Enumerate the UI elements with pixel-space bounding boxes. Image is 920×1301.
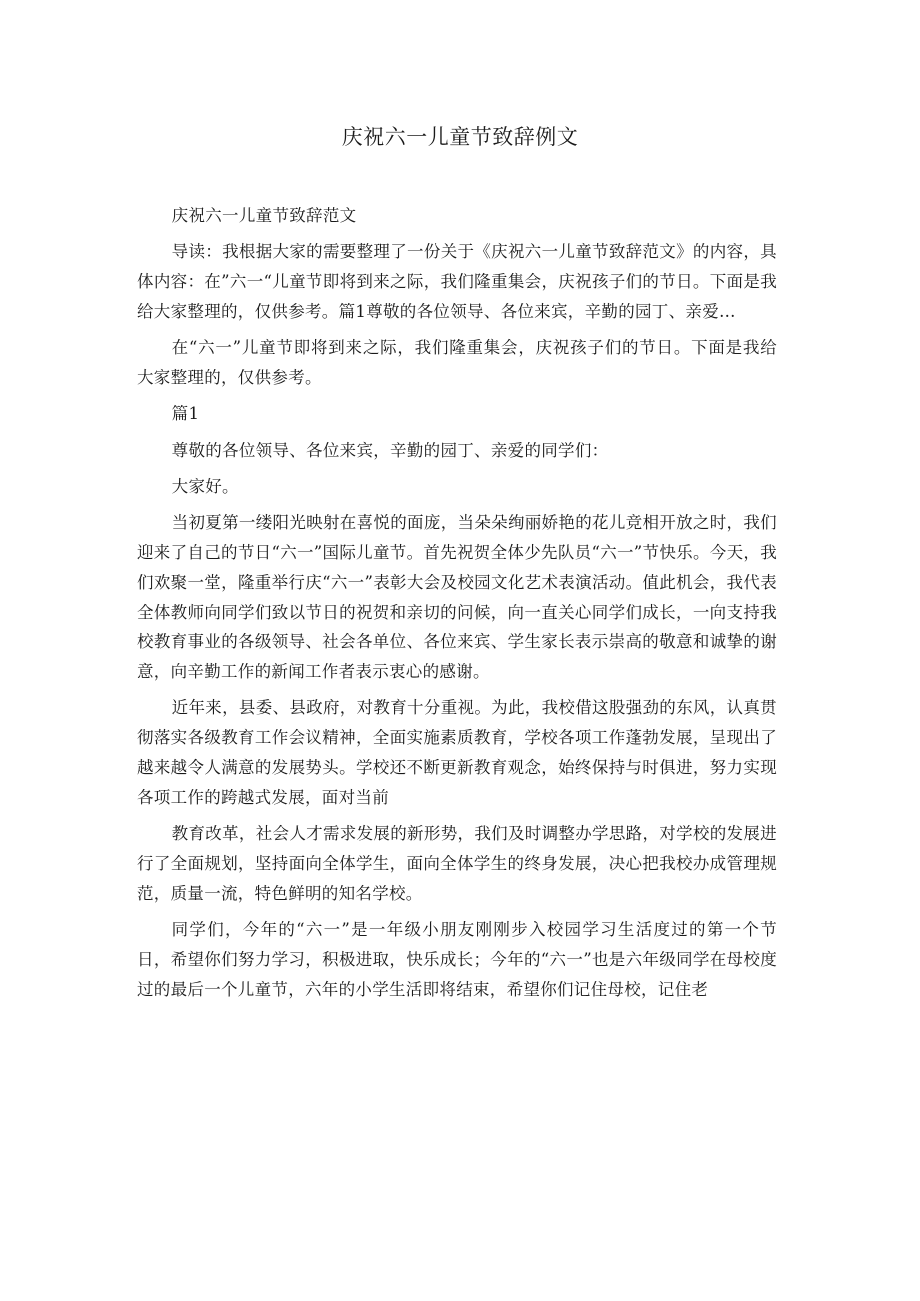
section-heading: 篇1 xyxy=(171,404,200,424)
document-body xyxy=(137,201,777,1011)
greeting-paragraph: 大家好。 xyxy=(171,476,239,496)
subtitle-paragraph: 庆祝六一儿童节致辞范文 xyxy=(171,206,357,225)
body-paragraph: 教育改革，社会人才需求发展的新形势，我们及时调整办学思路，对学校的发展进行了全面规划，坚持面向全体学生，面向全体学生的终身发展，决心把我校办成管理规范，质量一流，特色鲜明的知名学校。 xyxy=(137,824,777,903)
body-paragraph: 近年来，县委、县政府，对教育十分重视。为此，我校借这股强劲的东风，认真贯彻落实各级教育工作会议精神，全面实施素质教育，学校各项工作蓬勃发展，呈现出了越来越令人满意的发展势头。学校还不断更新教育观念，始终保持与时俱进，努力实现各项工作的跨越式发展，面对当前 xyxy=(137,698,777,807)
body-paragraph: 当初夏第一缕阳光映射在喜悦的面庞，当朵朵绚丽娇艳的花儿竞相开放之时，我们迎来了自己的节日“六一”国际儿童节。首先祝贺全体少先队员“六一”节快乐。今天，我们欢聚一堂，隆重举行庆“六一”表彰大会及校园文化艺术表演活动。值此机会，我代表全体教师向同学们致以节日的祝贺和亲切的问候，向一直关心同学们成长，一向支持我校教育事业的各级领导、社会各单位、各位来宾、学生家长表示崇高的敬意和诚挚的谢意，向辛勤工作的新闻工作者表示衷心的感谢。 xyxy=(137,513,777,682)
salutation-paragraph: 尊敬的各位领导、各位来宾，辛勤的园丁、亲爱的同学们： xyxy=(171,440,609,460)
body-paragraph: 同学们，今年的“六一”是一年级小朋友刚刚步入校园学习生活度过的第一个节日，希望你们努力学习，积极进取，快乐成长；今年的“六一”也是六年级同学在母校度过的最后一个儿童节，六年的小学生活即将结束，希望你们记住母校，记住老 xyxy=(137,920,777,999)
document-title: 庆祝六一儿童节致辞例文 xyxy=(341,125,579,149)
summary-paragraph: 在“六一”儿童节即将到来之际，我们隆重集会，庆祝孩子们的节日。下面是我给大家整理的，仅供参考。 xyxy=(137,338,777,387)
intro-paragraph: 导读：我根据大家的需要整理了一份关于《庆祝六一儿童节致辞范文》的内容，具体内容：在”六一“儿童节即将到来之际，我们隆重集会，庆祝孩子们的节日。下面是我给大家整理的，仅供参考。篇1尊敬的各位领导、各位来宾，辛勤的园丁、亲爱… xyxy=(137,242,777,321)
